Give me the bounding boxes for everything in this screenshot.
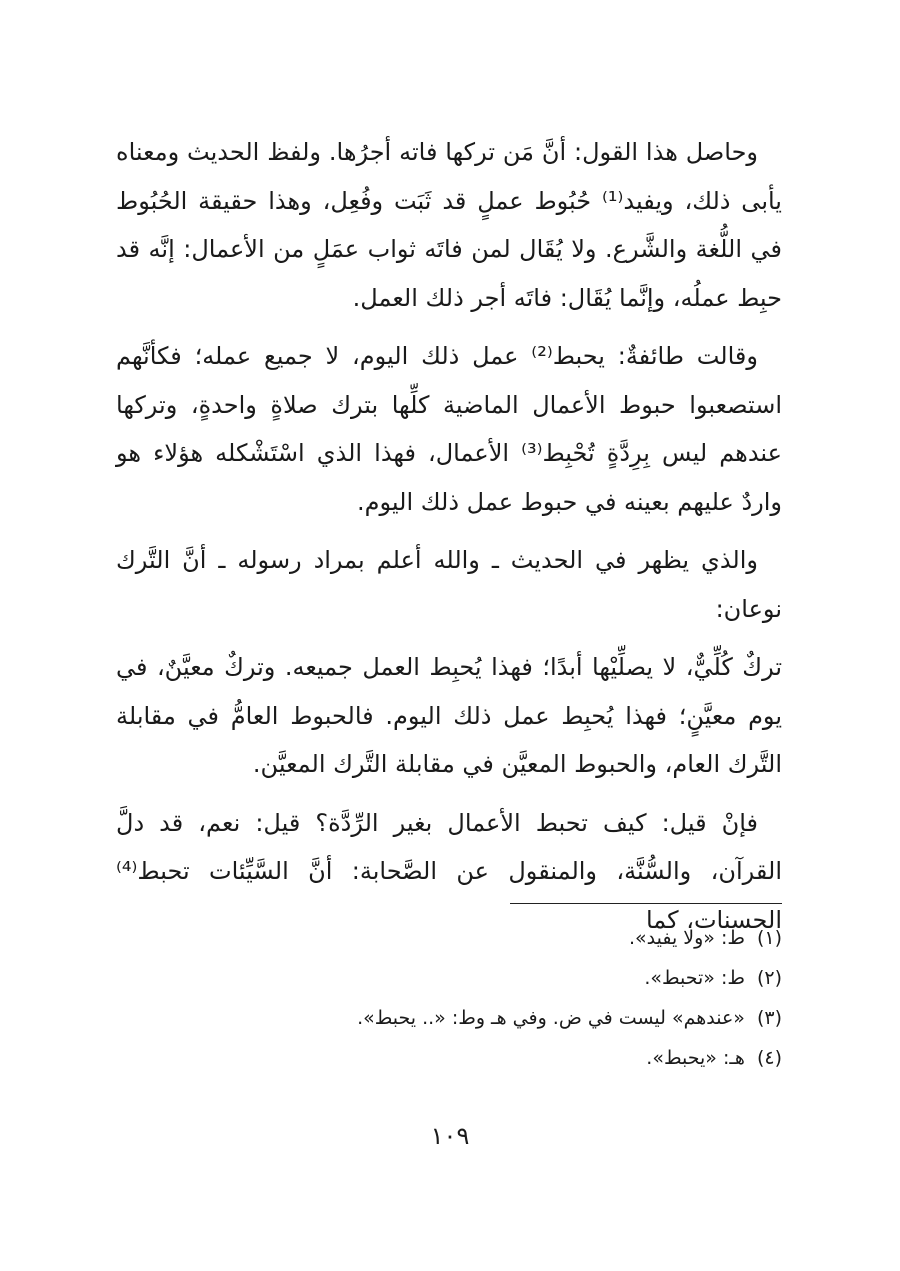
footnotes-list (116, 918, 782, 1078)
footnote-2 (116, 958, 782, 998)
paragraph-4: تركٌ كُلِّيٌّ، لا يصلِّيْها أبدًا؛ فهذا يُحبِط العمل جميعه. وتركٌ معيَّنٌ، في يوم معيَّنٍ؛ فهذا يُحبِط عمل ذلك اليوم. فالحبوط العامُّ في مقابلة التَّرك العام، والحبوط المعيَّن في مقابلة التَّرك المعيَّن. (116, 653, 782, 778)
paragraph-2: وقالت طائفةٌ: يحبط⁽²⁾ عمل ذلك اليوم، لا جميع عمله؛ فكأنَّهم استصعبوا حبوط الأعمال الماضية كلِّها بترك صلاةٍ واحدةٍ، وتركها عندهم ليس بِرِدَّةٍ تُحْبِط⁽³⁾ الأعمال، فهذا الذي اسْتَشْكله هؤلاء هو واردٌ عليهم بعينه في حبوط عمل ذلك اليوم. (116, 342, 782, 516)
footnote-3 (116, 998, 782, 1038)
footnote-number: (١) (756, 927, 782, 949)
footnote-1 (116, 918, 782, 958)
footnote-text: ط: «تحبط». (644, 967, 745, 989)
footnote-text: ط: «ولا يفيد». (628, 927, 745, 949)
footnote-text: هـ: «يحبط». (646, 1047, 745, 1069)
footnote-text: «عندهم» ليست في ض. وفي هـ وط: «.. يحبط». (357, 1007, 745, 1029)
page-number: ١٠٩ (430, 1122, 470, 1150)
paragraph-5: فإنْ قيل: كيف تحبط الأعمال بغير الرِّدَّة؟ قيل: نعم، قد دلَّ القرآن، والسُّنَّة، والمنقول عن الصَّحابة: أنَّ السَّيِّئات تحبط⁽⁴⁾ الحسنات، كما (116, 808, 782, 934)
footnote-number: (٤) (756, 1047, 782, 1069)
paragraph-1: وحاصل هذا القول: أنَّ مَن تركها فاته أجرُها. ولفظ الحديث ومعناه يأبى ذلك، ويفيد⁽¹⁾ حُبُوط عملٍ قد ثَبَت وفُعِل، وهذا حقيقة الحُبُوط في اللُّغة والشَّرع. ولا يُقَال لمن فاتَه ثواب عمَلٍ من الأعمال: إنَّه قد حبِط عملُه، وإنَّما يُقَال: فاتَه أجر ذلك العمل. (116, 138, 782, 312)
footnote-number: (٢) (756, 967, 782, 989)
footnote-4 (116, 1038, 782, 1078)
footnote-number: (٣) (756, 1007, 782, 1029)
main-text (116, 128, 782, 954)
footnote-divider (510, 903, 782, 904)
paragraph-3: والذي يظهر في الحديث ـ والله أعلم بمراد رسوله ـ أنَّ التَّرك نوعان: (116, 546, 782, 623)
